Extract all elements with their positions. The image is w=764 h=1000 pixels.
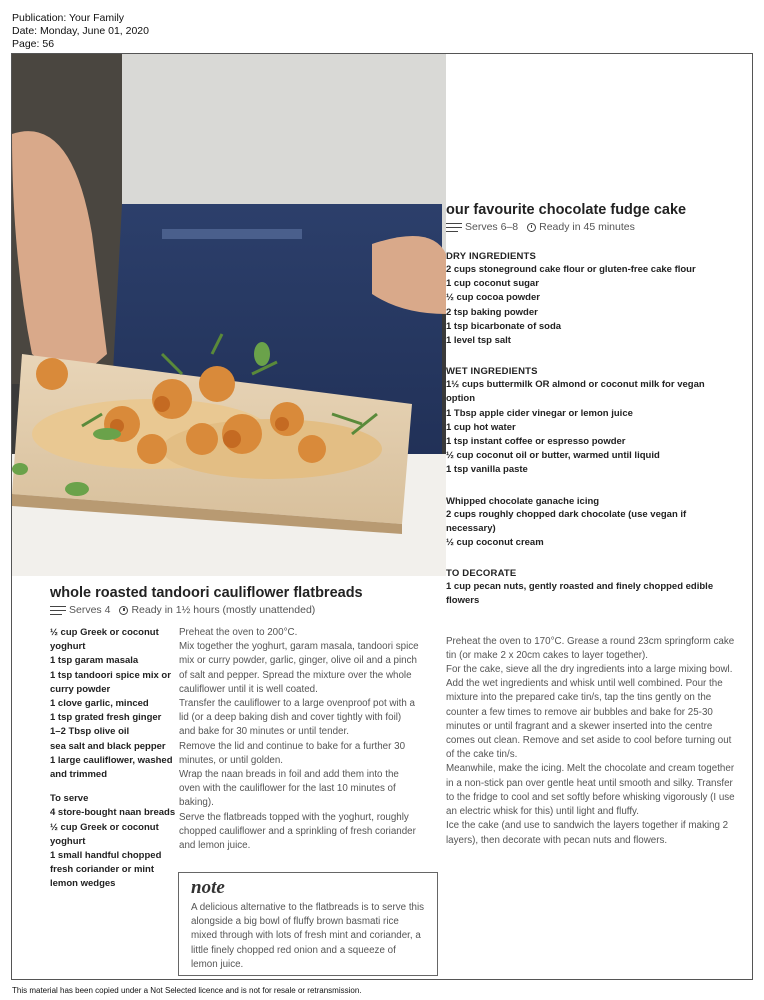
ingredient-item: 2 cups roughly chopped dark chocolate (use vegan if necessary) <box>446 508 687 534</box>
cauliflower-flatbread-photo <box>12 54 446 576</box>
serves-icon <box>50 606 66 615</box>
ingredient-item: sea salt and black pepper <box>50 740 166 752</box>
ingredient-item: 1 tsp vanilla paste <box>446 464 528 476</box>
ingredient-item: 2 cups stoneground cake flour or gluten-free cake flour <box>446 264 696 275</box>
dry-ingredients-list <box>446 263 736 348</box>
method-step: Wrap the naan breads in foil and add them into the oven with the cauliflower for the last 10 minutes of baking). <box>179 769 399 809</box>
flatbread-serves: Serves 4 <box>69 604 111 616</box>
ingredient-item: lemon wedges <box>50 878 116 890</box>
serves-icon <box>446 223 462 232</box>
ingredient-item: 1–2 Tbsp olive oil <box>50 726 130 738</box>
ingredient-item: ½ cup coconut oil or butter, warmed until liquid <box>446 450 660 462</box>
cake-recipe <box>446 202 736 848</box>
ingredient-item: 1 Tbsp apple cider vinegar or lemon juice <box>446 407 633 419</box>
method-step: Preheat the oven to 200°C. <box>179 627 298 638</box>
copyright-footer: This material has been copied under a Not Selected licence and is not for resale or retransmission. <box>12 986 362 995</box>
food-photo <box>12 54 446 576</box>
page-number: Page: 56 <box>12 38 55 50</box>
article-page <box>11 53 753 980</box>
cake-method <box>446 635 736 848</box>
cake-meta <box>446 221 736 233</box>
method-step: Mix together the yoghurt, garam masala, tandoori spice mix or curry powder, garlic, ginger, olive oil and a pinch of salt and pepper. Spread the mixture over the whole cauliflower until it is well coated. <box>179 641 419 695</box>
cake-title: our favourite chocolate fudge cake <box>446 202 687 218</box>
icing-list <box>446 508 736 551</box>
ingredient-item: 1 tsp tandoori spice mix or curry powder <box>50 669 171 695</box>
note-box <box>178 872 438 976</box>
flatbread-method <box>179 626 419 853</box>
serve-heading: To serve <box>50 793 89 805</box>
dry-ingredients-heading: DRY INGREDIENTS <box>446 251 537 262</box>
wet-ingredients-list <box>446 378 736 477</box>
ingredient-item: 1 clove garlic, minced <box>50 698 149 710</box>
publication-date: Date: Monday, June 01, 2020 <box>12 25 149 37</box>
ingredient-item: ½ cup cocoa powder <box>446 292 540 304</box>
method-step: Transfer the cauliflower to a large ovenproof pot with a lid (or a deep baking dish and cover tightly with foil) and bake for 30 minutes or until tender. <box>179 698 415 738</box>
decorate-heading: TO DECORATE <box>446 568 517 580</box>
cake-serves: Serves 6–8 <box>465 221 519 233</box>
ingredient-item: ½ cup Greek or coconut yoghurt <box>50 627 159 653</box>
ingredient-item: 1 cup pecan nuts, gently roasted and finely chopped edible flowers <box>446 581 714 607</box>
ingredient-item: 1½ cups buttermilk OR almond or coconut milk for vegan option <box>446 379 705 405</box>
clock-icon <box>119 606 128 615</box>
icing-heading: Whipped chocolate ganache icing <box>446 495 600 507</box>
clock-icon <box>527 223 536 232</box>
ingredient-item: 4 store-bought naan breads <box>50 807 176 819</box>
ingredient-item: 1 tsp instant coffee or espresso powder <box>446 436 626 448</box>
cake-ready: Ready in 45 minutes <box>539 221 635 233</box>
method-step: For the cake, sieve all the dry ingredients into a large mixing bowl. Add the wet ingredients and whisk until well combined. Pour the mixture into the prepared cake tin/s, tap the tins gently on the counter a few times to remove air bubbles and bake for 25-30 minutes or until fragrant and a skewer inserted into the centre comes out clean. Remove and set aside to cool before turning out of the cake tin/s. <box>446 664 733 761</box>
ingredient-item: 1 small handful chopped fresh coriander or mint <box>50 850 162 876</box>
flatbread-title: whole roasted tandoori cauliflower flatbreads <box>50 585 363 601</box>
method-step: Remove the lid and continue to bake for a further 30 minutes, or until golden. <box>179 740 406 766</box>
ingredient-item: 1 tsp grated fresh ginger <box>50 712 162 724</box>
flatbread-heading-block <box>50 585 440 616</box>
ingredient-item: 1 large cauliflower, washed and trimmed <box>50 754 173 781</box>
ingredient-item: 1 cup hot water <box>446 421 516 433</box>
wet-ingredients-heading: WET INGREDIENTS <box>446 366 538 378</box>
method-step: Meanwhile, make the icing. Melt the chocolate and cream together in a non-stick pan over gentle heat until smooth and silky. Transfer to the fridge to cool and set softly before whisking vigorously (I use an electric whisk for this) until light and fluffy. <box>446 763 735 818</box>
ingredient-item: ½ cup coconut cream <box>446 537 544 549</box>
method-step: Ice the cake (and use to sandwich the layers together if making 2 layers), then decorate with pecan nuts and flowers. <box>446 820 729 846</box>
flatbread-ready: Ready in 1½ hours (mostly unattended) <box>131 604 316 616</box>
ingredient-item: 1 cup coconut sugar <box>446 278 539 290</box>
publication-name: Publication: Your Family <box>12 12 125 24</box>
ingredient-item: 1 tsp garam masala <box>50 655 139 667</box>
flatbread-ingredients <box>50 626 180 892</box>
ingredient-item: 1 tsp bicarbonate of soda <box>446 320 562 332</box>
method-step: Preheat the oven to 170°C. Grease a round 23cm springform cake tin (or make 2 x 20cm cakes to layer together). <box>446 635 735 661</box>
publication-header <box>12 12 149 51</box>
ingredient-item: ½ cup Greek or coconut yoghurt <box>50 821 159 847</box>
note-text: A delicious alternative to the flatbreads is to serve this alongside a big bowl of fluffy brown basmati rice mixed through with lots of fresh mint and coriander, a little finely chopped red onion and a squeeze of lemon juice. <box>191 902 425 970</box>
note-title: note <box>191 877 225 898</box>
flatbread-meta <box>50 604 440 616</box>
ingredient-item: 1 level tsp salt <box>446 335 511 347</box>
method-step: Serve the flatbreads topped with the yoghurt, roughly chopped cauliflower and a sprinkling of fresh coriander and lemon juice. <box>179 811 416 852</box>
ingredient-item: 2 tsp baking powder <box>446 306 538 318</box>
